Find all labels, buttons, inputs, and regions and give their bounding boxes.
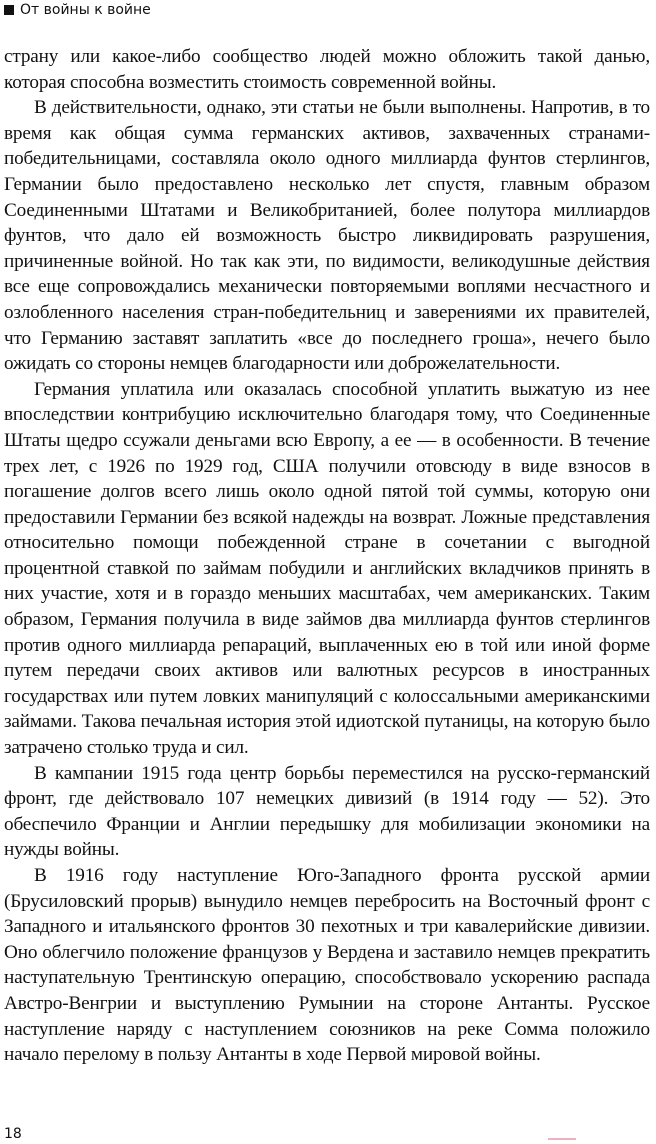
paragraph: Германия уплатила или оказалась способной уплатить выжатую из нее впоследствии контрибуцию исключительно благодаря тому, что Соединенные Штаты щедро ссужали деньгами всю Европу, а ее — в особенности. В течение трех лет, с 1926 по 1929 год, США получили отовсюду в виде взносов в погашение долгов всего лишь около одной пятой той суммы, которую они предоставили Германии без всякой надежды на возврат. Ложные представления относительно помощи побежденной стране в сочетании с выгодной процентной ставкой по займам побудили и английских вкладчиков принять в них участие, хотя и в гораздо меньших масштабах, чем американских. Таким образом, Германия получила в виде займов два миллиарда фунтов стерлингов против одного миллиарда репараций, выплаченных ею в той или иной форме путем передачи своих активов или валютных ресурсов в иностранных государствах или путем ловких манипуляций с колоссальными американскими займами. Такова печальная история этой идиотской путаницы, на которую было затрачено столько труда и сил. (4, 378, 650, 759)
body-text (4, 44, 650, 1068)
paragraph-continued: страну или какое-либо сообщество людей можно обложить такой данью, которая способна возместить стоимость современной войны. (4, 46, 650, 93)
running-head (4, 2, 151, 18)
square-bullet-icon (4, 5, 14, 15)
paragraph: В действительности, однако, эти статьи не были выполнены. Напротив, в то время как общая сумма германских активов, захваченных странами-победительницами, составляла около одного миллиарда фунтов стерлингов, Германии было предоставлено несколько лет спустя, главным образом Соединенными Штатами и Великобританией, более полутора миллиардов фунтов, что дало ей возможность быстро ликвидировать разрушения, причиненные войной. Но так как эти, по видимости, великодушные действия все еще сопровождались механически повторяемыми воплями несчастного и озлобленного населения стран-победительниц и заверениями их правителей, что Германию заставят заплатить «все до последнего гроша», нечего было ожидать со стороны немцев благодарности или доброжелательности. (4, 97, 650, 375)
page-number: 18 (4, 1126, 22, 1142)
paragraph: В 1916 году наступление Юго-Западного фронта русской армии (Брусиловский прорыв) вынудило немцев перебросить на Восточный фронт с Западного и итальянского фронтов 30 пехотных и три кавалерийские дивизии. Оно облегчило положение французов у Вердена и заставило немцев прекратить наступательную Трентинскую операцию, способствовало ускорению распада Австро-Венгрии и выступлению Румынии на стороне Антанты. Русское наступление наряду с наступлением союзников на реке Сомма положило начало перелому в пользу Антанты в ходе Первой мировой войны. (4, 865, 650, 1066)
running-title: От войны к войне (20, 2, 151, 18)
decorative-mark (548, 1138, 576, 1140)
paragraph: В кампании 1915 года центр борьбы переместился на русско-германский фронт, где действовало 107 немецких дивизий (в 1914 году — 52). Это обеспечило Франции и Англии передышку для мобилизации экономики на нужды войны. (4, 762, 650, 861)
